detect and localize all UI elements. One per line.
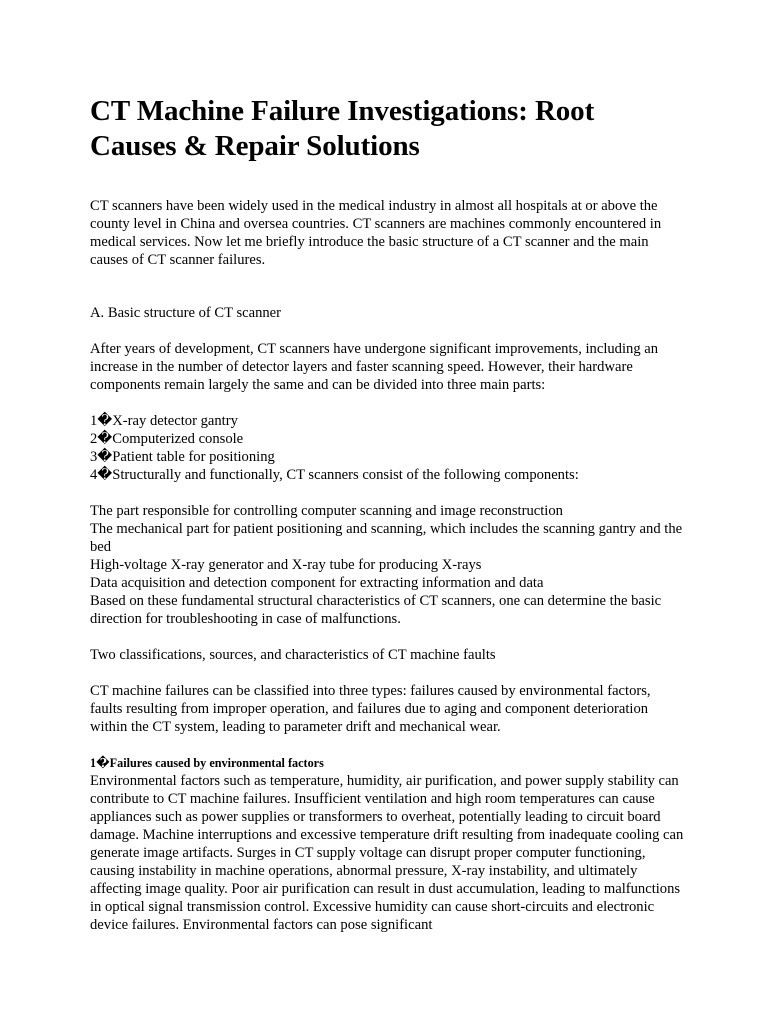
section-b-heading: Two classifications, sources, and characteristics of CT machine faults (90, 647, 496, 663)
intro-paragraph: CT scanners have been widely used in the medical industry in almost all hospitals at or above the county level in China and oversea countries. CT scanners are machines commonly encountered in medical services. Now let me briefly introduce the basic structure of a CT scanner and the main causes of CT scanner failures. (90, 198, 662, 268)
section-a-body: After years of development, CT scanners have undergone significant improvements, including an increase in the number of detector layers and faster scanning speed. However, their hardware components remain largely the same and can be divided into three main parts: (90, 341, 659, 393)
list-item: 2�Computerized console (90, 431, 244, 447)
list-item: Based on these fundamental structural characteristics of CT scanners, one can determine the basic direction for troubleshooting in case of malfunctions. (90, 593, 662, 627)
subsection-1-body: Environmental factors such as temperature, humidity, air purification, and power supply stability can contribute to CT machine failures. Insufficient ventilation and high room temperatures can cause appliances such as power supplies or transformers to overheat, potentially leading to circuit board damage. Machine interruptions and excessive temperature drift resulting from inadequate cooling can generate image artifacts. Surges in CT supply voltage can disrupt proper computer functioning, causing instability in machine operations, abnormal pressure, X-ray instability, and ultimately affecting image quality. Poor air purification can result in dust accumulation, leading to malfunctions in optical signal transmission control. Excessive humidity can cause short-circuits and electronic device failures. Environmental factors can pose significant (90, 773, 684, 933)
document-title: CT Machine Failure Investigations: Root Causes & Repair Solutions (90, 95, 595, 162)
list-item: The mechanical part for patient positioning and scanning, which includes the scanning gantry and the bed (90, 521, 683, 555)
list-item: 3�Patient table for positioning (90, 449, 275, 465)
section-b-body: CT machine failures can be classified into three types: failures caused by environmental factors, faults resulting from improper operation, and failures due to aging and component deterioration within the CT system, leading to parameter drift and mechanical wear. (90, 683, 651, 735)
list-item: 1�X-ray detector gantry (90, 413, 238, 429)
list-item: The part responsible for controlling computer scanning and image reconstruction (90, 503, 563, 519)
list-item: 4�Structurally and functionally, CT scanners consist of the following components: (90, 467, 579, 483)
list-item: Data acquisition and detection component for extracting information and data (90, 575, 544, 591)
components-list (90, 502, 684, 628)
parts-list (90, 412, 684, 484)
subsection-1-heading: 1�Failures caused by environmental factors (90, 756, 324, 770)
list-item: High-voltage X-ray generator and X-ray tube for producing X-rays (90, 557, 482, 573)
section-a-heading: A. Basic structure of CT scanner (90, 305, 282, 321)
